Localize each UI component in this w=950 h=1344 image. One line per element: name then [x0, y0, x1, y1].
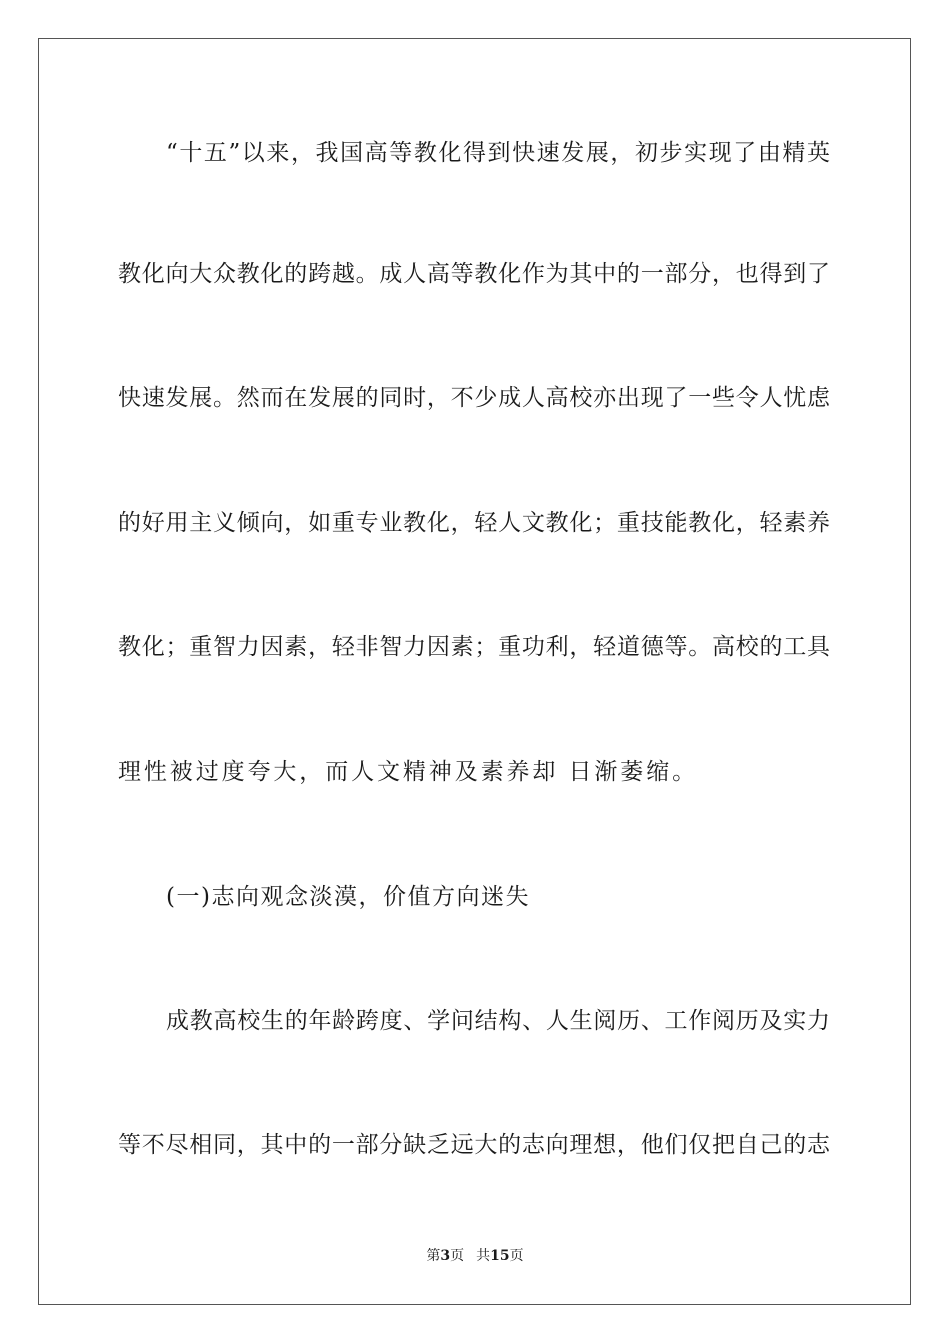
paragraph-1-line-6: 理性被过度夸大，而人文精神及素养却 日渐萎缩。 [118, 759, 699, 785]
paragraph-2-line-2: 等不尽相同，其中的一部分缺乏远大的志向理想，他们仅把自己的志 [118, 1132, 830, 1158]
page-footer [0, 1247, 950, 1265]
footer-page-unit: 页 [450, 1248, 465, 1264]
section-heading: (一)志向观念淡漠，价值方向迷失 [166, 884, 530, 910]
paragraph-1-line-5: 教化；重智力因素，轻非智力因素；重功利，轻道德等。高校的工具 [118, 634, 830, 660]
footer-total-prefix: 共 [476, 1248, 491, 1264]
footer-total-unit: 页 [509, 1248, 524, 1264]
page-border [38, 38, 911, 1305]
paragraph-1-line-1: “十五”以来，我国高等教化得到快速发展，初步实现了由精英 [166, 140, 830, 166]
footer-page-prefix: 第 [426, 1248, 441, 1264]
paragraph-1-line-3: 快速发展。然而在发展的同时，不少成人高校亦出现了一些令人忧虑 [118, 385, 830, 411]
paragraph-1-line-2: 教化向大众教化的跨越。成人高等教化作为其中的一部分，也得到了 [118, 261, 830, 287]
footer-page-number: 3 [440, 1248, 451, 1264]
paragraph-2-line-1: 成教高校生的年龄跨度、学问结构、人生阅历、工作阅历及实力 [166, 1008, 830, 1034]
footer-total-pages: 15 [490, 1248, 510, 1264]
paragraph-1-line-4: 的好用主义倾向，如重专业教化，轻人文教化；重技能教化，轻素养 [118, 510, 830, 536]
